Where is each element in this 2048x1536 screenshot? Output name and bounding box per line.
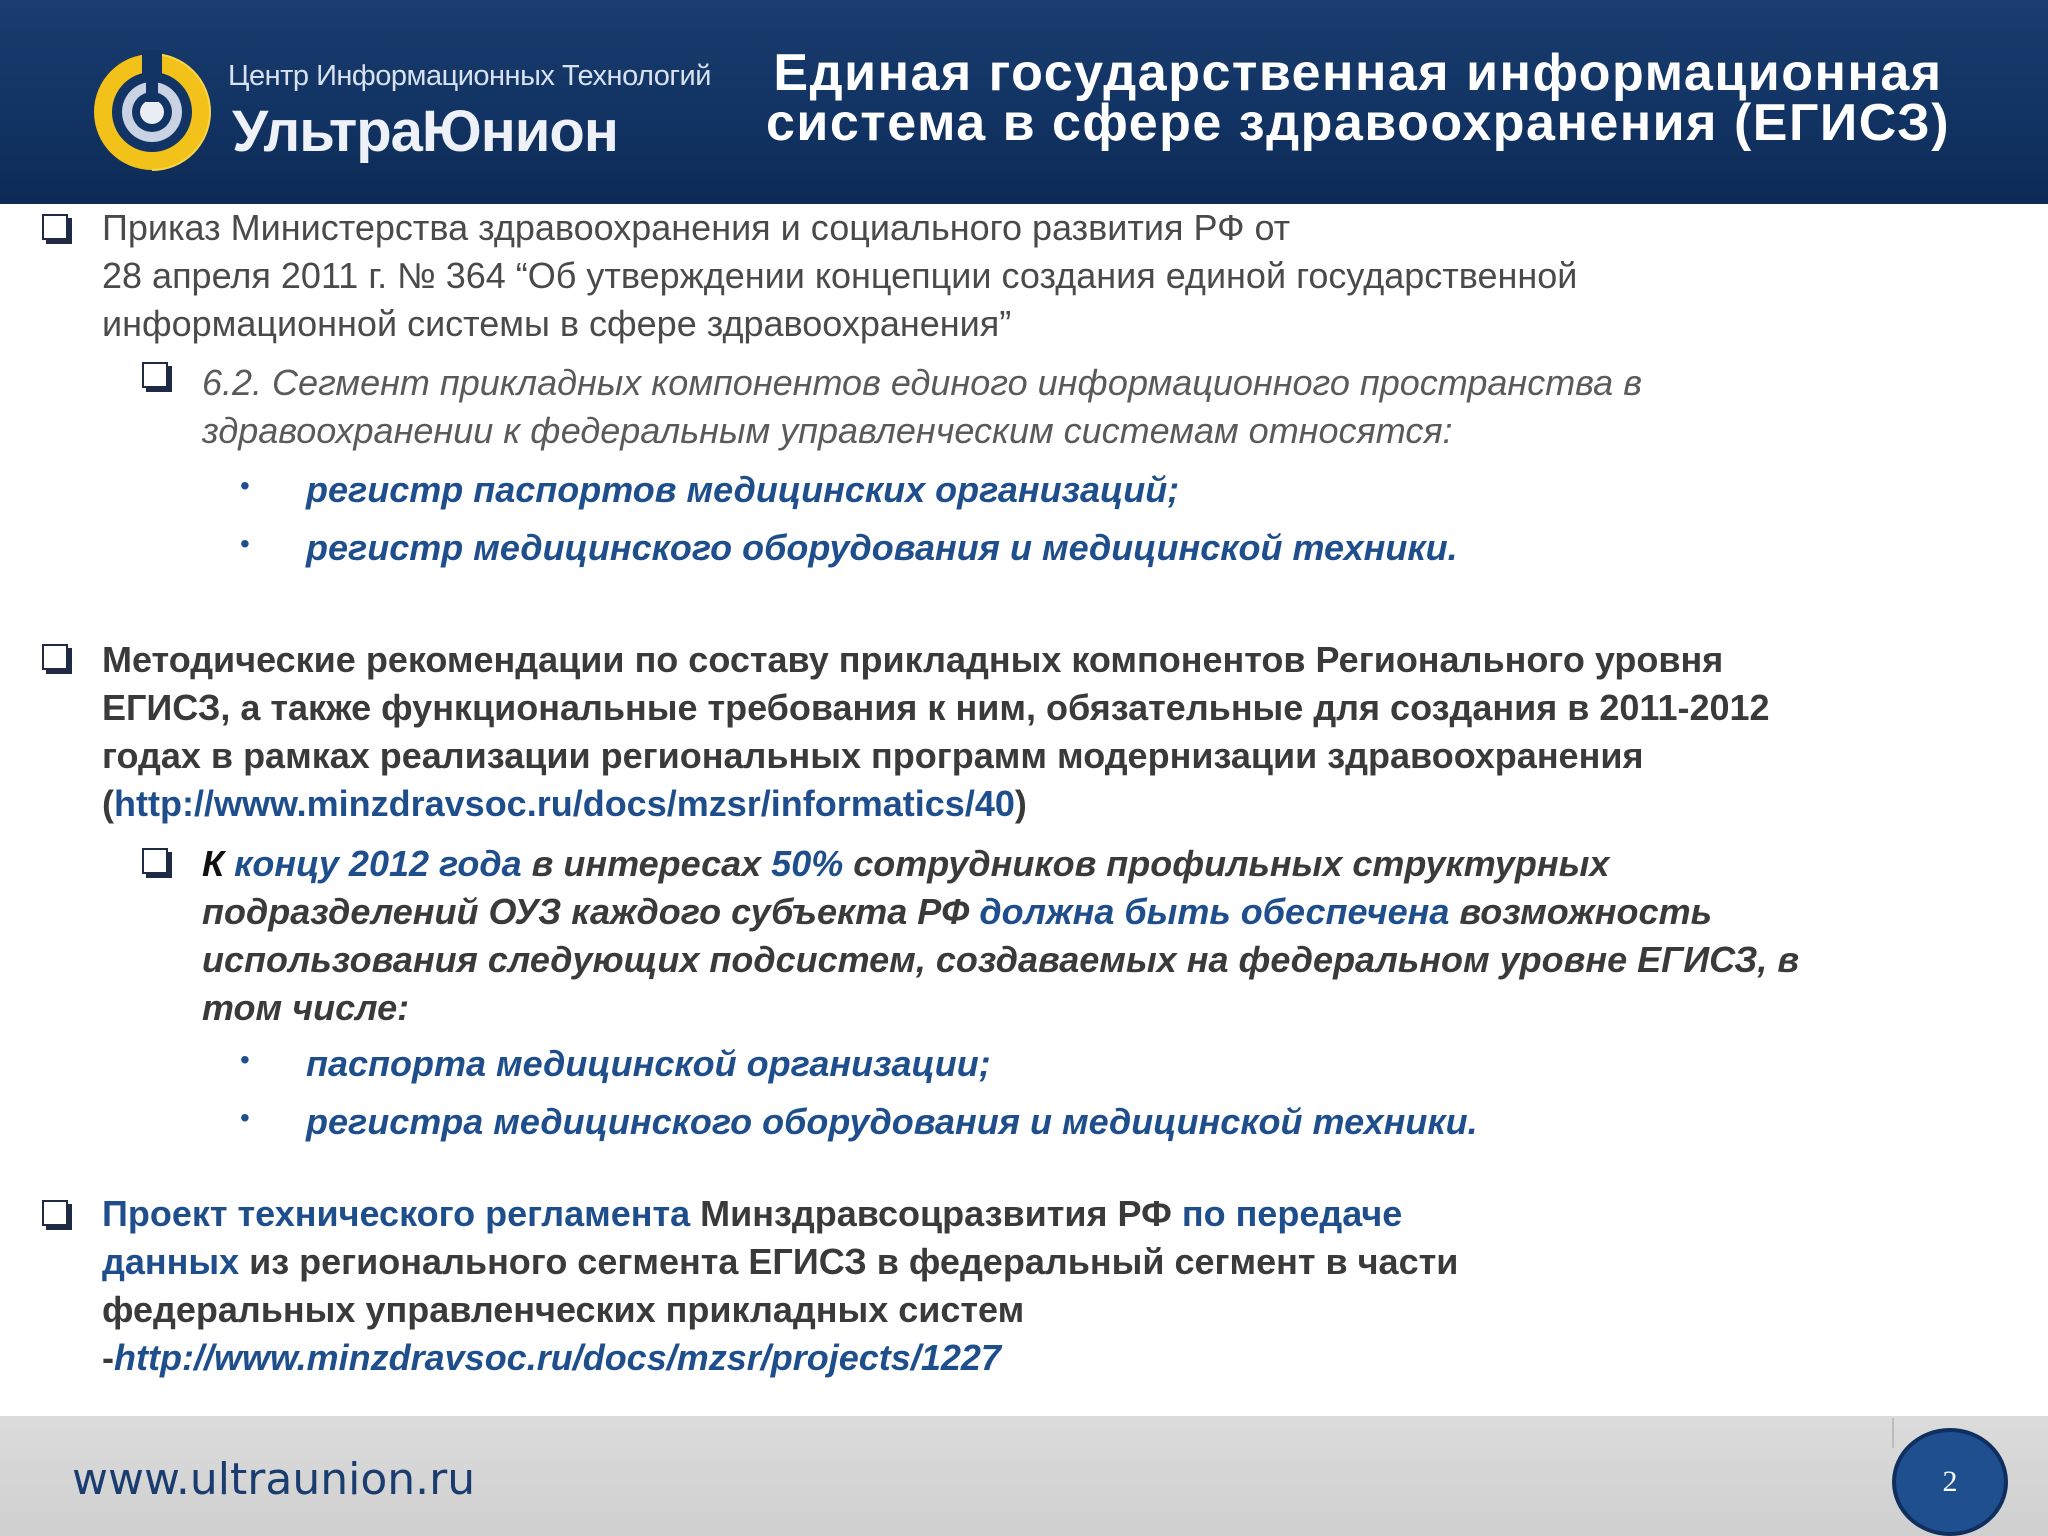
guidelines-line-4: [102, 780, 1770, 828]
paren-open: (: [102, 783, 114, 824]
ministry-text: Минздравсоцразвития РФ: [690, 1193, 1182, 1234]
checkbox-bullet-icon: [42, 214, 70, 242]
transfer-text: по передаче: [1181, 1193, 1403, 1234]
guidelines-line-2: ЕГИСЗ, а также функциональные требования к ним, обязательные для создания в 2011-2012: [102, 687, 1770, 728]
title-line-1: Единая государственная информационная: [773, 44, 1943, 102]
end-2012-text: концу 2012 года: [234, 843, 522, 884]
interest-text: в интересах: [521, 843, 772, 884]
requirement-line-3: использования следующих подсистем, создаваемых на федеральном уровне ЕГИСЗ, в: [202, 939, 1800, 980]
checkbox-bullet-icon: [42, 644, 70, 672]
segment-text: [202, 359, 1642, 455]
requirement-text: [202, 840, 1799, 1032]
footer-bar: [0, 1416, 2048, 1536]
k-word: К: [202, 843, 235, 884]
must-text: должна быть обеспечена: [979, 891, 1450, 932]
units-text: подразделений ОУЗ каждого субъекта РФ: [202, 891, 980, 932]
segment-line-1: 6.2. Сегмент прикладных компонентов единого информационного пространства в: [202, 362, 1642, 403]
order-line-2: 28 апреля 2011 г. № 364 “Об утверждении концепции создания единой государственной: [102, 255, 1578, 296]
header-banner: [0, 0, 2048, 204]
regulation-line-1: [102, 1190, 1458, 1238]
logo-name: УльтраЮнион: [232, 99, 618, 164]
regulation-line-4: [102, 1334, 1458, 1382]
bullet-dot-icon: •: [240, 1044, 250, 1075]
order-line-3: информационной системы в сфере здравоохранения”: [102, 303, 1012, 344]
list-item: паспорта медицинской организации;: [306, 1043, 991, 1084]
footer-divider: [1892, 1418, 1894, 1448]
regulation-line-3: федеральных управленческих прикладных систем: [102, 1289, 1025, 1330]
percent-text: 50%: [771, 843, 844, 884]
page-title: [698, 44, 2018, 152]
order-line-1: Приказ Министерства здравоохранения и социального развития РФ от: [102, 207, 1291, 248]
guidelines-line-1: Методические рекомендации по составу прикладных компонентов Регионального уровня: [102, 639, 1724, 680]
requirement-line-4: том числе:: [202, 987, 410, 1028]
informatics-link[interactable]: http://www.minzdravsoc.ru/docs/mzsr/informatics/40: [114, 783, 1015, 824]
bullet-dot-icon: •: [240, 528, 250, 559]
page-number: 2: [1942, 1465, 1958, 1498]
order-text: [102, 204, 1577, 348]
page-number-badge: [1892, 1428, 2008, 1536]
title-line-2: система в сфере здравоохранения (ЕГИСЗ): [765, 94, 1951, 152]
projects-link[interactable]: http://www.minzdravsoc.ru/docs/mzsr/projects/1227: [114, 1337, 1001, 1378]
segment-part-text: из регионального сегмента ЕГИСЗ в федеральный сегмент в части: [239, 1241, 1459, 1282]
logo-subtitle: Центр Информационных Технологий: [228, 60, 711, 92]
list-item: регистр паспортов медицинских организаций;: [306, 469, 1180, 510]
segment-line-2: здравоохранении к федеральным управленческим системам относятся:: [202, 410, 1453, 451]
regulation-text: [102, 1190, 1458, 1382]
slide-content: [0, 204, 2048, 1416]
requirement-line-2: [202, 888, 1799, 936]
requirement-line-1: [202, 840, 1799, 888]
list-item: регистр медицинского оборудования и медицинской техники.: [306, 527, 1458, 568]
dash: -: [102, 1337, 114, 1378]
paren-close: ): [1014, 783, 1027, 824]
checkbox-bullet-icon: [42, 1200, 70, 1228]
list-item: регистра медицинского оборудования и медицинской техники.: [306, 1101, 1478, 1142]
regulation-line-2: [102, 1238, 1458, 1286]
checkbox-bullet-icon: [142, 362, 170, 390]
project-text: Проект технического регламента: [102, 1193, 691, 1234]
website-link[interactable]: www.ultraunion.ru: [72, 1454, 476, 1505]
ultraunion-logo-icon: [84, 50, 220, 174]
guidelines-line-3: годах в рамках реализации региональных программ модернизации здравоохранения: [102, 735, 1644, 776]
possibility-text: возможность: [1449, 891, 1712, 932]
guidelines-text: [102, 636, 1770, 828]
staff-text: сотрудников профильных структурных: [843, 843, 1610, 884]
data-word: данных: [102, 1241, 240, 1282]
checkbox-bullet-icon: [142, 848, 170, 876]
bullet-dot-icon: •: [240, 470, 250, 501]
bullet-dot-icon: •: [240, 1102, 250, 1133]
